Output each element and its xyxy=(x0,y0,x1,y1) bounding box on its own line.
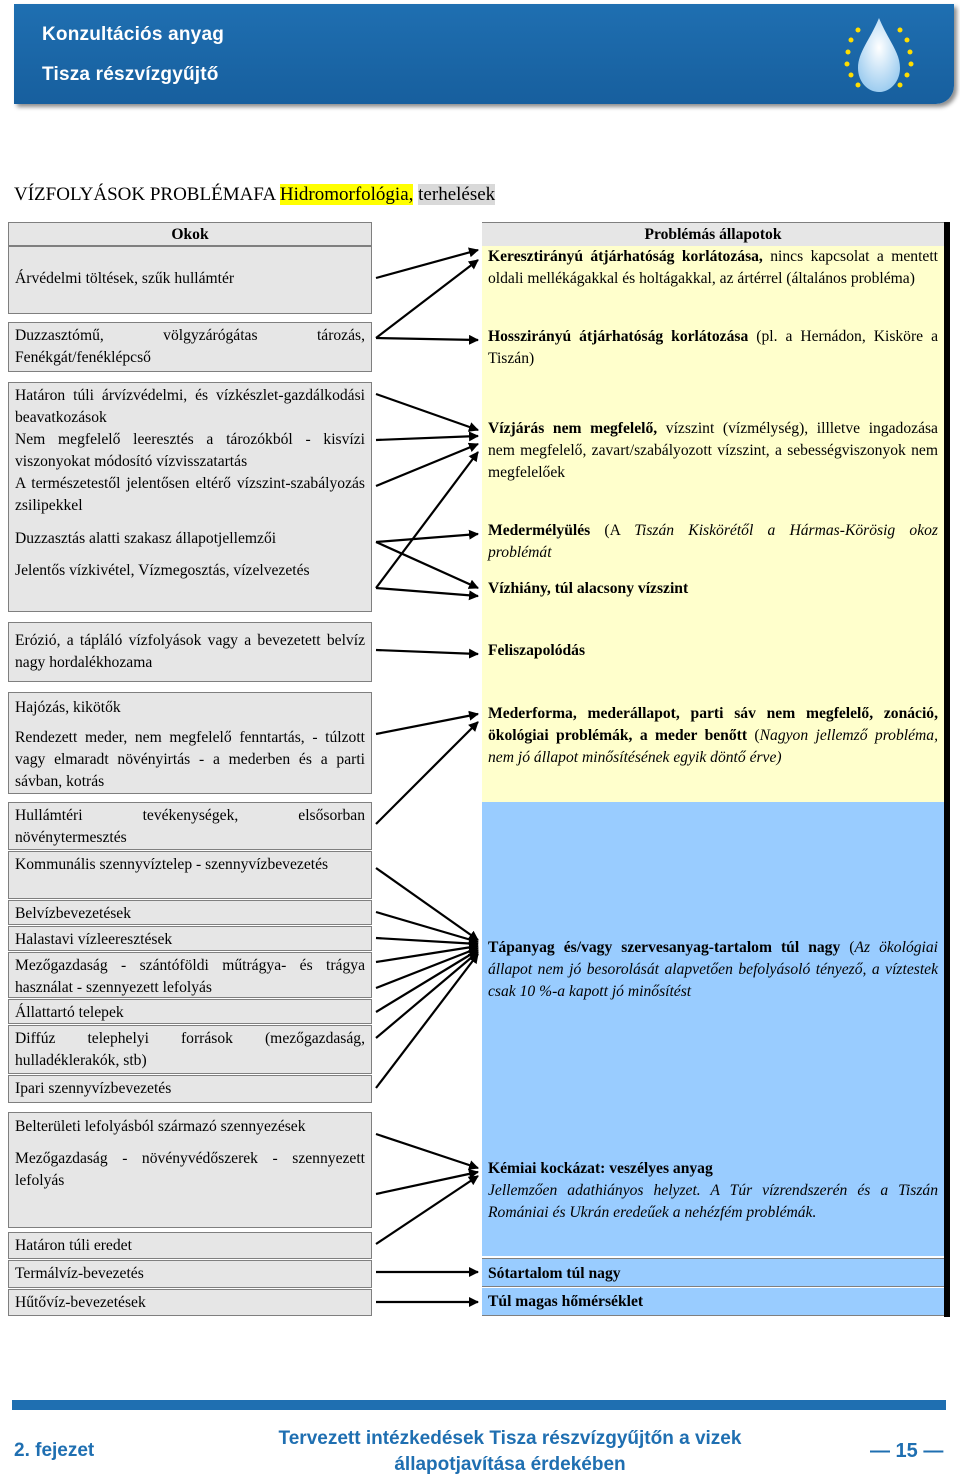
title-highlight-hydromorphology: Hidromorfológia, xyxy=(279,184,414,205)
cause-item: Diffúz telephelyi források (mezőgazdaság, hulladéklerakók, stb) xyxy=(8,1025,372,1074)
cause-item: Belvízbevezetések xyxy=(8,900,372,925)
cause-item: Jelentős vízkivétel, Vízmegosztás, vízelvezetés xyxy=(15,562,310,579)
cause-item: Ipari szennyvízbevezetés xyxy=(8,1075,372,1103)
header-line1: Konzultációs anyag xyxy=(42,24,225,45)
page-title xyxy=(14,184,495,206)
cause-item: Hajózás, kikötők xyxy=(15,699,121,716)
cause-item: Határon túli árvízvédelmi, és vízkészlet-gazdálkodási beavatkozások xyxy=(15,387,365,426)
cause-group-regulation xyxy=(8,382,372,612)
problem-salinity: Sótartalom túl nagy xyxy=(482,1258,944,1287)
header-line2: Tisza részvízgyűjtő xyxy=(42,64,219,85)
cause-item: Hullámtéri tevékenységek, elsősorban növénytermesztés xyxy=(8,802,372,850)
cause-item: Duzzasztás alatti szakasz állapotjellemzői xyxy=(15,530,277,547)
title-main: VÍZFOLYÁSOK PROBLÉMAFA xyxy=(14,184,276,205)
cause-item: Mezőgazdaság - szántóföldi műtrágya- és trágya használat - szennyezett lefolyás xyxy=(8,952,372,998)
eu-water-drop-logo xyxy=(834,12,924,100)
cause-group-channel xyxy=(8,692,372,794)
cause-item: Határon túli eredet xyxy=(8,1232,372,1259)
cause-item: Termálvíz-bevezetés xyxy=(8,1260,372,1288)
cause-item: Hűtővíz-bevezetések xyxy=(8,1289,372,1316)
problem-transverse: Keresztirányú átjárhatóság korlátozása, nincs kapcsolat a mentett oldali mellékágakkal és holtágakkal, az ártérrel (általános probléma) xyxy=(488,248,939,287)
causes-heading: Okok xyxy=(8,222,372,246)
footer-page-number: — 15 — xyxy=(870,1440,944,1462)
problem-bed-deepening: Medermélyülés (A Tiszán Kiskörétől a Hármas-Körösig okoz problémát xyxy=(488,522,938,561)
cause-item: Árvédelmi töltések, szűk hullámtér xyxy=(8,246,372,314)
problem-bed-form: Mederforma, mederállapot, parti sáv nem megfelelő, zonáció, ökológiai problémák, a meder benőtt (Nagyon jellemző probléma, nem jó állapot minősítésének egyik döntő érve) xyxy=(488,705,938,766)
cause-item: Állattartó telepek xyxy=(8,999,372,1024)
problem-temperature: Túl magas hőmérséklet xyxy=(482,1288,944,1316)
cause-item: Nem megfelelő leeresztés a tározókból - kisvízi viszonyokat módosító vízvisszatartás xyxy=(15,431,365,470)
cause-item: A természetestől jelentősen eltérő vízszint-szabályozás zsilipekkel xyxy=(15,475,365,514)
problem-water-regime: Vízjárás nem megfelelő, vízszint (vízmélység), illletve ingadozása nem megfelelő, zavart/szabályozott vízszint, a sebességviszonyok nem megfelelőek xyxy=(488,420,938,481)
problem-longitudinal: Hosszirányú átjárhatóság korlátozása (pl. a Hernádon, Kisköre a Tiszán) xyxy=(488,328,938,367)
problem-water-shortage: Vízhiány, túl alacsony vízszint xyxy=(488,580,689,597)
problem-chemical-risk: Kémiai kockázat: veszélyes anyag Jellemzően adathiányos helyzet. A Túr vízrendszerén és a Tiszán Romániai és Ukrán eredeűek a nehézfém problémák. xyxy=(488,1160,938,1221)
header-banner xyxy=(14,4,954,104)
title-highlight-loads: terhelések xyxy=(418,184,496,205)
cause-item: Duzzasztómű, völgyzárógátas tározás, Fenékgát/fenéklépcső xyxy=(8,322,372,372)
problems-blue-panel xyxy=(482,802,944,1048)
problems-blue-panel-lower xyxy=(482,1048,944,1256)
footer-chapter: 2. fejezet xyxy=(14,1440,95,1461)
cause-item: Mezőgazdaság - növényvédőszerek - szennyezett lefolyás xyxy=(15,1150,365,1189)
problem-nutrients: Tápanyag és/vagy szervesanyag-tartalom túl nagy (Az ökológiai állapot nem jó besorolását alapvetően befolyásoló tényező, a víztestek csak 10 %-a kapott jó minősítést xyxy=(488,939,938,1000)
cause-group-pollution xyxy=(8,1112,372,1228)
problems-heading: Problémás állapotok xyxy=(482,222,944,246)
cause-item: Rendezett meder, nem megfelelő fenntartás, - túlzott vagy elmaradt növényirtás - a mederben és a parti sávban, kotrás xyxy=(15,729,365,790)
problem-siltation: Feliszapolódás xyxy=(488,642,586,659)
footer-bar xyxy=(12,1400,946,1410)
panel-shadow xyxy=(944,222,950,1317)
footer-title: Tervezett intézkedések Tisza részvízgyűjtőn a vizek állapotjavítása érdekében xyxy=(278,1428,742,1475)
problems-yellow-panel xyxy=(482,246,944,1048)
cause-item: Halastavi vízleeresztések xyxy=(8,926,372,951)
cause-item: Erózió, a tápláló vízfolyások vagy a bevezetett belvíz nagy hordalékhozama xyxy=(8,622,372,682)
cause-item: Belterületi lefolyásból származó szennyezések xyxy=(15,1118,306,1135)
cause-item: Kommunális szennyvíztelep - szennyvízbevezetés xyxy=(8,851,372,899)
cause-problem-arrows xyxy=(372,244,484,1314)
